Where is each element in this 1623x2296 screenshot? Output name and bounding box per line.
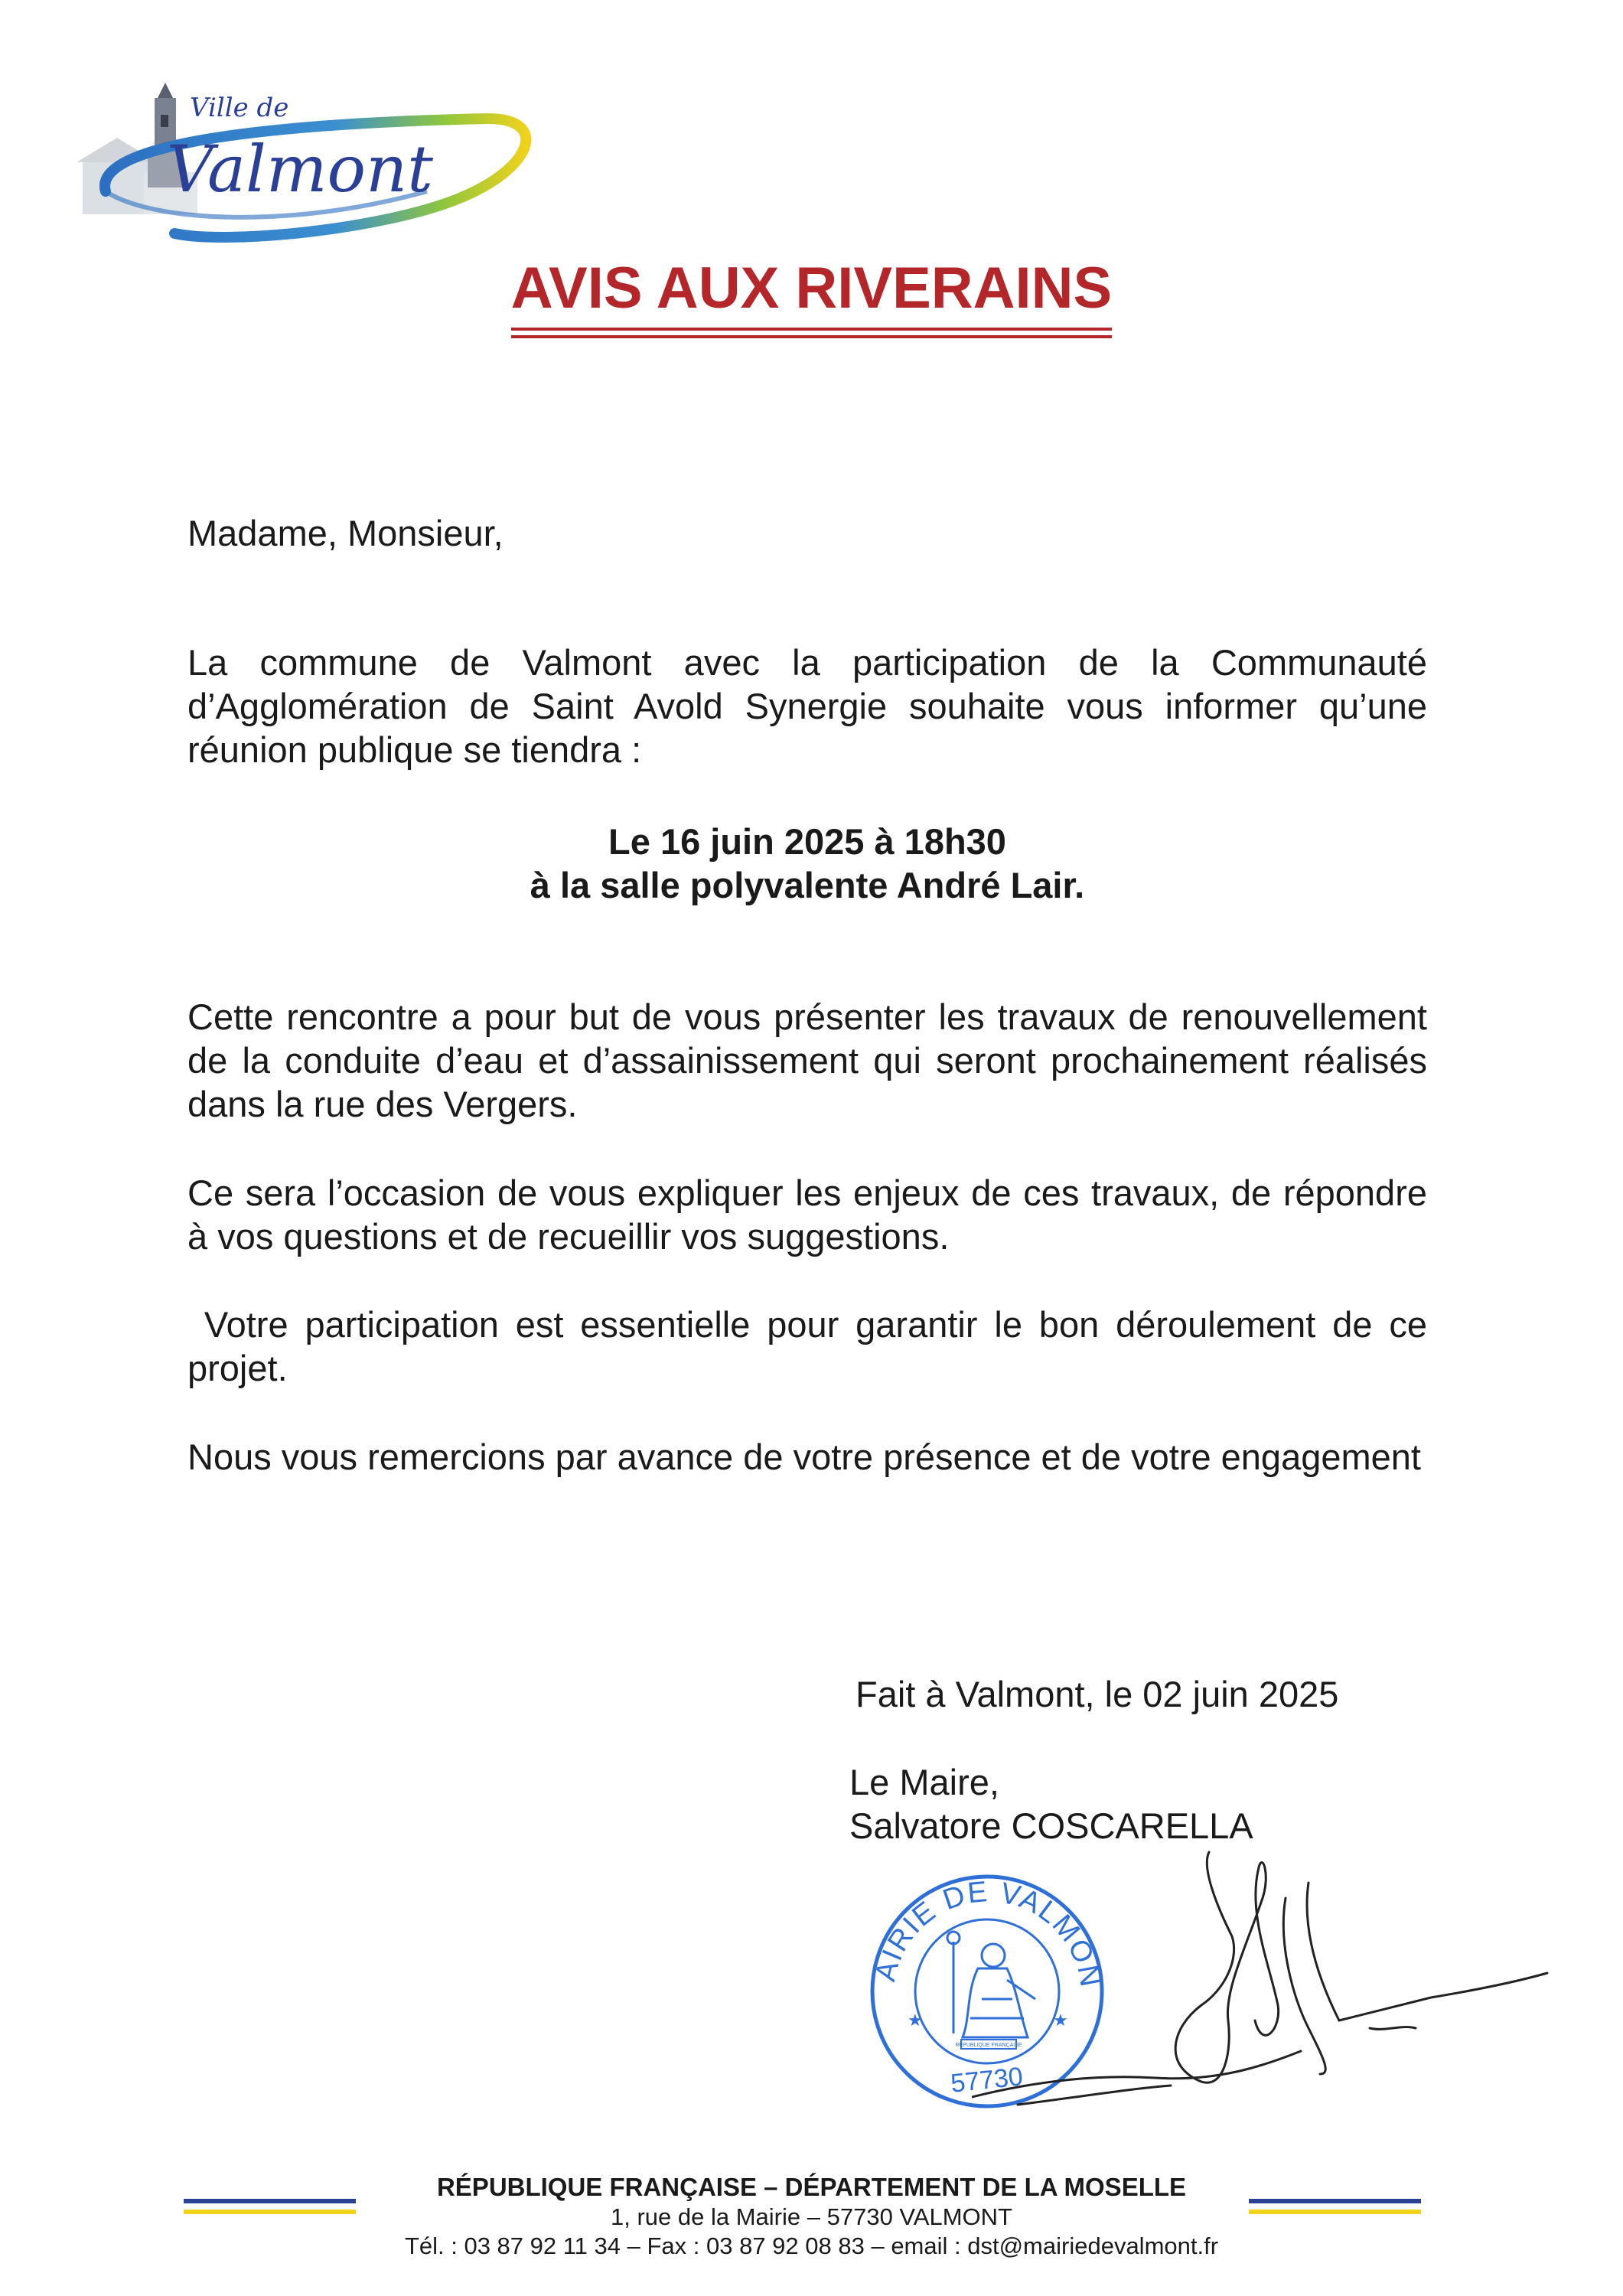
valmont-logo [60,77,549,245]
place-date: Fait à Valmont, le 02 juin 2025 [855,1674,1339,1714]
occasion-paragraph: Ce sera l’occasion de vous expliquer les enjeux de ces travaux, de répondre à vos questions et de recueillir vos suggestions. [187,1172,1427,1257]
purpose-paragraph: Cette rencontre a pour but de vous présenter les travaux de renouvellement de la conduite d’eau et d’assainissement qui seront prochainement réalisés dans la rue des Vergers. [187,996,1427,1124]
event-date-line: Le 16 juin 2025 à 18h30 [608,821,1006,862]
stamp-postal-code: 57730 [949,2062,1025,2099]
footer [0,2172,1623,2261]
stamp-star-icon: ★ [908,2011,923,2030]
footer-heading: RÉPUBLIQUE FRANÇAISE – DÉPARTEMENT DE LA MOSELLE [436,2173,1187,2201]
page-title: AVIS AUX RIVERAINS [0,255,1623,331]
intro-paragraph: La commune de Valmont avec la participation de la Communauté d’Agglomération de Saint Avold Synergie souhaite vous informer qu’une réunion publique se tiendra : [187,642,1427,770]
mayor-name: Salvatore COSCARELLA [849,1805,1253,1846]
logo-name: Valmont [167,132,433,207]
event-location-line: à la salle polyvalente André Lair. [530,865,1085,905]
thanks-paragraph: Nous vous remercions par avance de votre présence et de votre engagement [187,1437,1421,1477]
stamp-ring-text: AIRIE DE VALMON [869,1875,1107,1991]
logo-prefix: Ville de [190,93,289,123]
salutation: Madame, Monsieur, [187,513,504,553]
footer-contact: Tél. : 03 87 92 11 34 – Fax : 03 87 92 08 83 – email : dst@mairiedevalmont.fr [404,2232,1219,2259]
event-details [187,820,1427,907]
mayor-role: Le Maire, [849,1762,999,1802]
participation-paragraph: Votre participation est essentielle pour garantir le bon déroulement de ce projet. [187,1304,1438,1388]
footer-address: 1, rue de la Mairie – 57730 VALMONT [611,2203,1012,2230]
stamp-ribbon: RÉPUBLIQUE FRANÇAISE [955,2043,1022,2048]
stamp-star-icon: ★ [1053,2011,1068,2030]
mayor-signature [972,1821,1561,2143]
